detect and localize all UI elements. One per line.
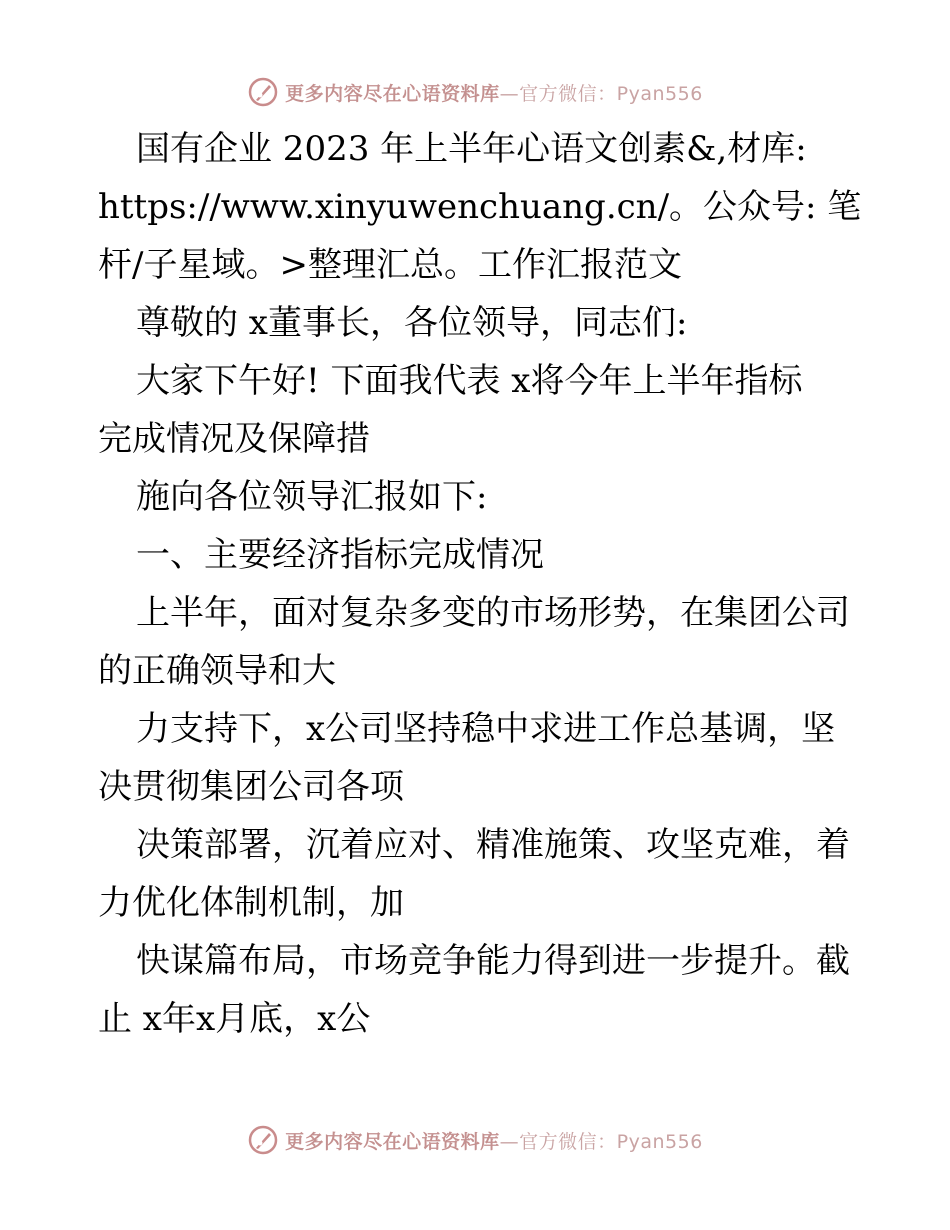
text-line: 国有企业 2023 年上半年心语文创素&,材库: — [136, 129, 807, 169]
section-heading: 一、主要经济指标完成情况 — [136, 535, 544, 575]
text-line: 大家下午好! 下面我代表 x将今年上半年指标 — [136, 361, 803, 401]
watermark-lead: 更多内容尽在心语资料库 — [285, 82, 500, 105]
text-line: 杆/子星域。>整理汇总。工作汇报范文 — [98, 245, 682, 285]
watermark-tail: —官方微信：Pyan556 — [499, 82, 703, 105]
quill-logo-icon — [247, 1124, 279, 1156]
text-line: 尊敬的 x董事长，各位领导，同志们: — [136, 303, 688, 343]
watermark-text — [285, 1127, 703, 1154]
watermark-lead: 更多内容尽在心语资料库 — [285, 1130, 500, 1153]
quill-logo-icon — [247, 76, 279, 108]
text-line: 的正确领导和大 — [98, 651, 336, 691]
footer-watermark — [0, 1120, 950, 1160]
text-line: 上半年，面对复杂多变的市场形势，在集团公司 — [136, 593, 850, 633]
watermark-text — [285, 79, 703, 106]
text-line: 快谋篇布局，市场竞争能力得到进一步提升。截 — [136, 941, 850, 981]
text-line: 完成情况及保障措 — [98, 419, 370, 459]
text-line: https://www.xinyuwenchuang.cn/。公众号: 笔 — [98, 187, 862, 227]
text-line: 止 x年x月底，x公 — [98, 999, 371, 1039]
watermark-tail: —官方微信：Pyan556 — [499, 1130, 703, 1153]
document-body — [98, 120, 862, 1048]
header-watermark — [0, 72, 950, 112]
text-line: 决贯彻集团公司各项 — [98, 767, 404, 807]
text-line: 力支持下，x公司坚持稳中求进工作总基调，坚 — [136, 709, 836, 749]
text-line: 施向各位领导汇报如下: — [136, 477, 488, 517]
text-line: 决策部署，沉着应对、精准施策、攻坚克难，着 — [136, 825, 850, 865]
text-line: 力优化体制机制，加 — [98, 883, 404, 923]
